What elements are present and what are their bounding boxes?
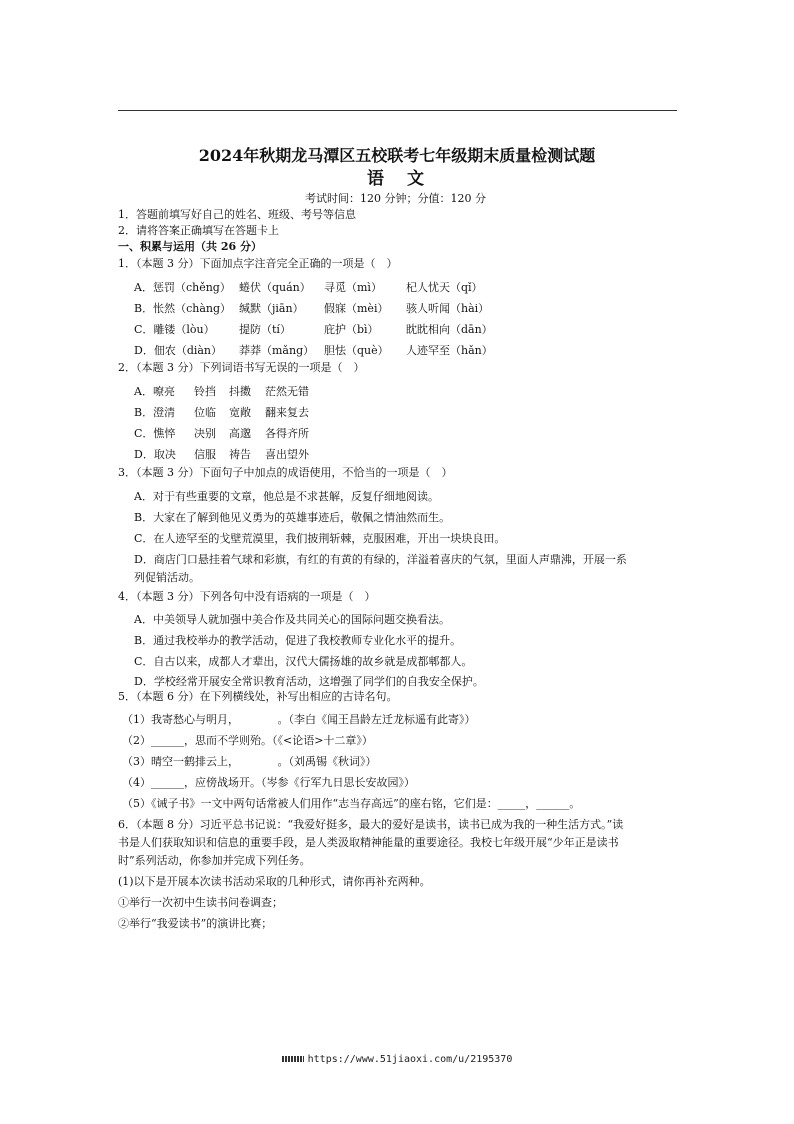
q1-option-row-item: 缄默（jiān） bbox=[239, 302, 304, 315]
q2-option-row-item: 茫然无错 bbox=[265, 385, 309, 398]
q2-option-row-item: C．憔悴 bbox=[134, 427, 176, 440]
q1-option-row-item: 杞人忧天（qǐ） bbox=[406, 281, 483, 294]
q2-option-row-item: A．嘹亮 bbox=[134, 385, 175, 398]
q2-option-row-item: 喜出望外 bbox=[265, 448, 309, 461]
q2-option-row-item: 祷告 bbox=[229, 448, 251, 461]
q1-option-row-item: 提防（tí） bbox=[239, 323, 291, 336]
q1-option-row-item: 蜷伏（quán） bbox=[239, 281, 311, 294]
header-rule bbox=[118, 110, 677, 111]
exam-info: 考试时间：120 分钟；分值：120 分 bbox=[305, 192, 486, 205]
notice-2: 2．请将答案正确填写在答题卡上 bbox=[118, 224, 279, 237]
q3-line: C．在人迹罕至的戈壁荒漠里，我们披荆斩棘，克服困难，开出一块块良田。 bbox=[134, 532, 506, 545]
q5-line: （1）我寄愁心与明月， 。（李白《闻王昌龄左迁龙标遥有此寄》） bbox=[122, 713, 476, 726]
q5-line: （3）晴空一鹤排云上， 。（刘禹锡《秋词》） bbox=[122, 755, 377, 768]
q2-option-row-item: 决别 bbox=[194, 427, 216, 440]
q6-line: ②举行“我爱读书”的演讲比赛； bbox=[118, 917, 273, 930]
q1-option-row-item: 骇人听闻（hài） bbox=[406, 302, 490, 315]
exam-title: 2024年秋期龙马潭区五校联考七年级期末质量检测试题 bbox=[198, 146, 596, 165]
q2-option-row-item: 位临 bbox=[194, 406, 216, 419]
q4-line: B．通过我校举办的教学活动，促进了我校教师专业化水平的提升。 bbox=[134, 634, 462, 647]
footer-url[interactable]: https://www.51jiaoxi.com/u/2195370 bbox=[307, 1054, 513, 1065]
q1-stem: 1．（本题 3 分）下面加点字注音完全正确的一项是（ ） bbox=[118, 257, 398, 270]
q6-line: 6．（本题 8 分）习近平总书记说：“我爱好挺多，最大的爱好是读书，读书已成为我的一种生活方式。”读 bbox=[118, 818, 624, 831]
notice-1: 1．答题前填写好自己的姓名、班级、考号等信息 bbox=[118, 208, 356, 221]
q2-option-row bbox=[134, 385, 365, 399]
q5-line: （5）《诫子书》一文中两句话常被人们用作“志当存高远”的座右铭，它们是：_____，______。 bbox=[122, 797, 581, 810]
q1-option-row-item: B．怅然（chàng） bbox=[134, 302, 232, 315]
q1-option-row-item: 胆怯（què） bbox=[324, 344, 389, 357]
q1-option-row bbox=[134, 302, 526, 316]
q3-line: A．对于有些重要的文章，他总是不求甚解，反复仔细地阅读。 bbox=[134, 490, 439, 503]
q1-option-row-item: 眈眈相向（dān） bbox=[406, 323, 493, 336]
q6-line: 时”系列活动，你参加并完成下列任务。 bbox=[118, 854, 311, 867]
q1-option-row-item: 莽莽（mǎng） bbox=[239, 344, 315, 357]
q2-option-row-item: 宽敞 bbox=[229, 406, 251, 419]
q6-line: ①举行一次初中生读书问卷调查； bbox=[118, 896, 283, 909]
q1-option-row bbox=[134, 344, 526, 358]
q2-option-row bbox=[134, 448, 365, 462]
q6-line: (1)以下是开展本次读书活动采取的几种形式，请你再补充两种。 bbox=[118, 875, 431, 888]
footer bbox=[0, 1054, 794, 1065]
q4-line: D．学校经常开展安全常识教育活动，这增强了同学们的自我安全保护。 bbox=[134, 675, 484, 688]
q2-option-row-item: B．澄清 bbox=[134, 406, 176, 419]
q3-line: D．商店门口悬挂着气球和彩旗，有红的有黄的有绿的，洋溢着喜庆的气氛，里面人声鼎沸，开展一系 bbox=[134, 553, 627, 566]
q2-option-row-item: 抖擞 bbox=[229, 385, 251, 398]
subject-title: 语 文 bbox=[367, 169, 427, 189]
q1-option-row-item: D．佃农（diàn） bbox=[134, 344, 223, 357]
q4-line: C．自古以来，成都人才辈出，汉代大儒扬雄的故乡就是成都郫都人。 bbox=[134, 655, 473, 668]
q2-option-row-item: 高邈 bbox=[229, 427, 251, 440]
q2-stem: 2．（本题 3 分）下列词语书写无误的一项是（ ） bbox=[118, 361, 365, 374]
q1-option-row-item: C．雕镂（lòu） bbox=[134, 323, 215, 336]
q2-option-row-item: D．取决 bbox=[134, 448, 176, 461]
q5-line: （2）______，思而不学则殆。（《<论语>十二章》） bbox=[122, 734, 373, 747]
q1-option-row-item: 假寐（mèi） bbox=[324, 302, 389, 315]
q2-option-row-item: 翻来复去 bbox=[265, 406, 309, 419]
q4-line: A．中美领导人就加强中美合作及共同关心的国际问题交换看法。 bbox=[134, 613, 450, 626]
q1-option-row bbox=[134, 281, 526, 295]
q2-option-row bbox=[134, 427, 365, 441]
site-logo-icon bbox=[282, 1056, 304, 1062]
q3-line: B．大家在了解到他见义勇为的英雄事迹后，敬佩之情油然而生。 bbox=[134, 511, 451, 524]
q3-stem: 3．（本题 3 分）下面句子中加点的成语使用，不恰当的一项是（ ） bbox=[118, 466, 453, 479]
q5-stem: 5．（本题 6 分）在下列横线处，补写出相应的古诗名句。 bbox=[118, 690, 398, 703]
q6-line: 书是人们获取知识和信息的重要手段，是人类汲取精神能量的重要途径。我校七年级开展“少年正是读书 bbox=[118, 836, 619, 849]
q4-stem: 4．（本题 3 分）下列各句中没有语病的一项是（ ） bbox=[118, 590, 376, 603]
q2-option-row bbox=[134, 406, 365, 420]
q3-line: 列促销活动。 bbox=[134, 571, 200, 584]
q2-option-row-item: 铃挡 bbox=[194, 385, 216, 398]
q5-line: （4）______，应傍战场开。（岑参《行军九日思长安故园》） bbox=[122, 776, 415, 789]
q2-option-row-item: 各得齐所 bbox=[265, 427, 309, 440]
q1-option-row-item: 人迹罕至（hǎn） bbox=[406, 344, 493, 357]
q1-option-row-item: 寻觅（mì） bbox=[324, 281, 382, 294]
q1-option-row-item: 庇护（bì） bbox=[324, 323, 379, 336]
q1-option-row-item: A．惩罚（chěng） bbox=[134, 281, 231, 294]
section-heading: 一、积累与运用（共 26 分） bbox=[118, 240, 262, 253]
q2-option-row-item: 信服 bbox=[194, 448, 216, 461]
q1-option-row bbox=[134, 323, 526, 337]
